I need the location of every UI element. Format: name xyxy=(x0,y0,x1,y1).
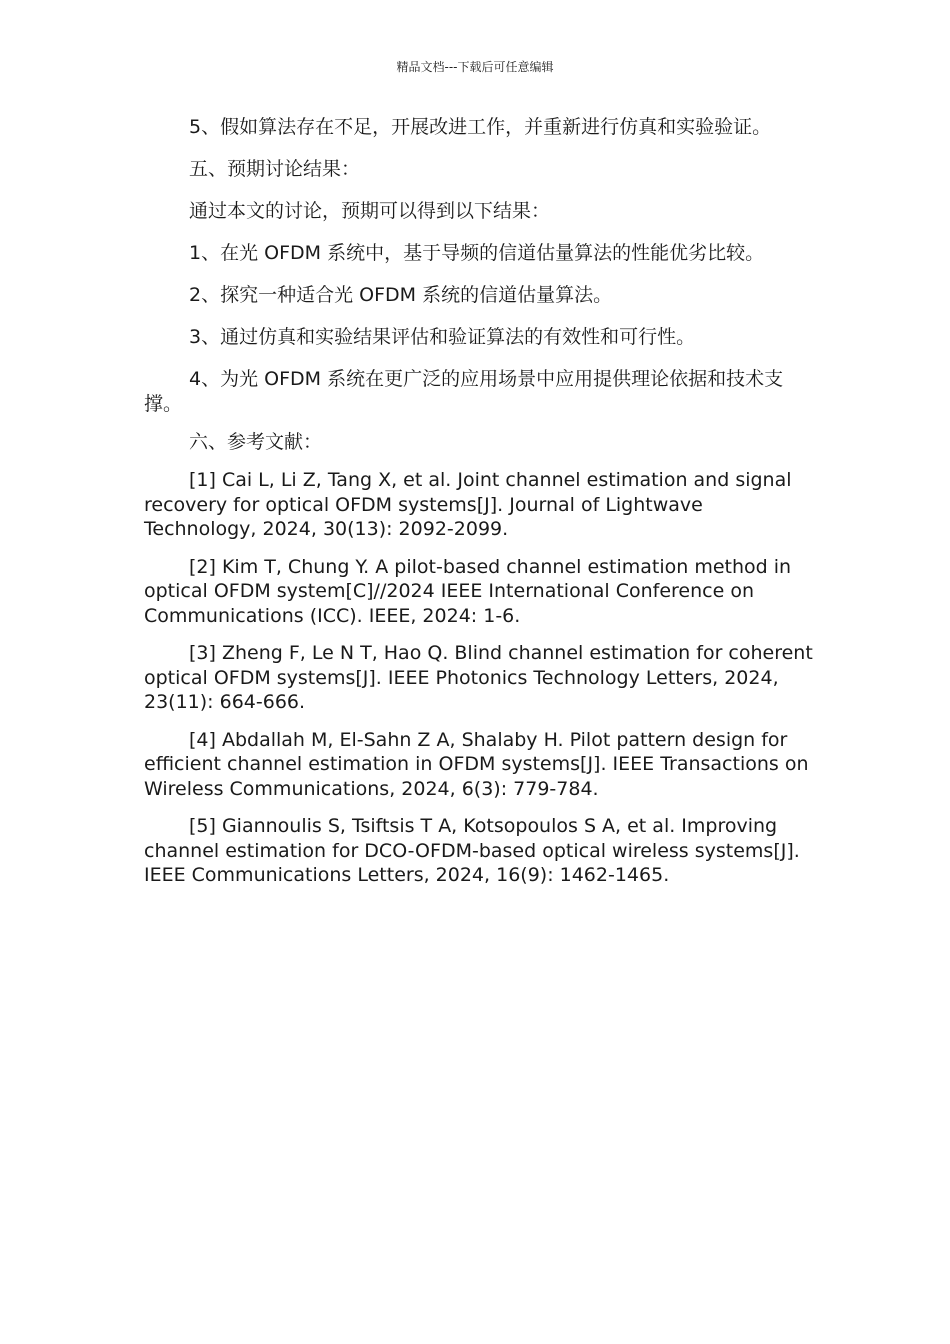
reference-item-5: [5] Giannoulis S, Tsiftsis T A, Kotsopoulos S A, et al. Improving channel estimation for DCO-OFDM-based optical wireless systems[J]. IEEE Communications Letters, 2024, 16(9): 1462-1465. xyxy=(144,815,800,886)
paragraph-result-1: 1、在光 OFDM 系统中，基于导频的信道估量算法的性能优劣比较。 xyxy=(189,242,765,264)
paragraph-result-2: 2、探究一种适合光 OFDM 系统的信道估量算法。 xyxy=(189,284,613,306)
paragraph-intro-results: 通过本文的讨论，预期可以得到以下结果： xyxy=(189,200,551,222)
document-body xyxy=(144,115,816,901)
section-heading-references: 六、参考文献： xyxy=(189,431,323,453)
paragraph-result-4: 4、为光 OFDM 系统在更广泛的应用场景中应用提供理论依据和技术支撑。 xyxy=(144,368,784,415)
paragraph-step-5: 5、假如算法存在不足，开展改进工作，并重新进行仿真和实验验证。 xyxy=(189,116,772,138)
reference-item-2: [2] Kim T, Chung Y. A pilot-based channel estimation method in optical OFDM system[C]//2024 IEEE International Conference on Communications (ICC). IEEE, 2024: 1-6. xyxy=(144,555,792,627)
paragraph-result-3: 3、通过仿真和实验结果评估和验证算法的有效性和可行性。 xyxy=(189,326,696,348)
reference-item-4: [4] Abdallah M, El-Sahn Z A, Shalaby H. Pilot pattern design for efficient channel estimation in OFDM systems[J]. IEEE Transactions on Wireless Communications, 2024, 6(3): 779-784. xyxy=(144,728,809,800)
reference-item-1: [1] Cai L, Li Z, Tang X, et al. Joint channel estimation and signal recovery for optical OFDM systems[J]. Journal of Lightwave Technology, 2024, 30(13): 2092-2099. xyxy=(144,469,792,540)
reference-list xyxy=(144,468,816,888)
reference-item-3: [3] Zheng F, Le N T, Hao Q. Blind channel estimation for coherent optical OFDM systems[J]. IEEE Photonics Technology Letters, 2024, 23(11): 664-666. xyxy=(144,642,813,713)
page-header: 精品文档---下载后可任意编辑 xyxy=(396,60,554,74)
section-heading-expected-results: 五、预期讨论结果： xyxy=(189,158,361,180)
